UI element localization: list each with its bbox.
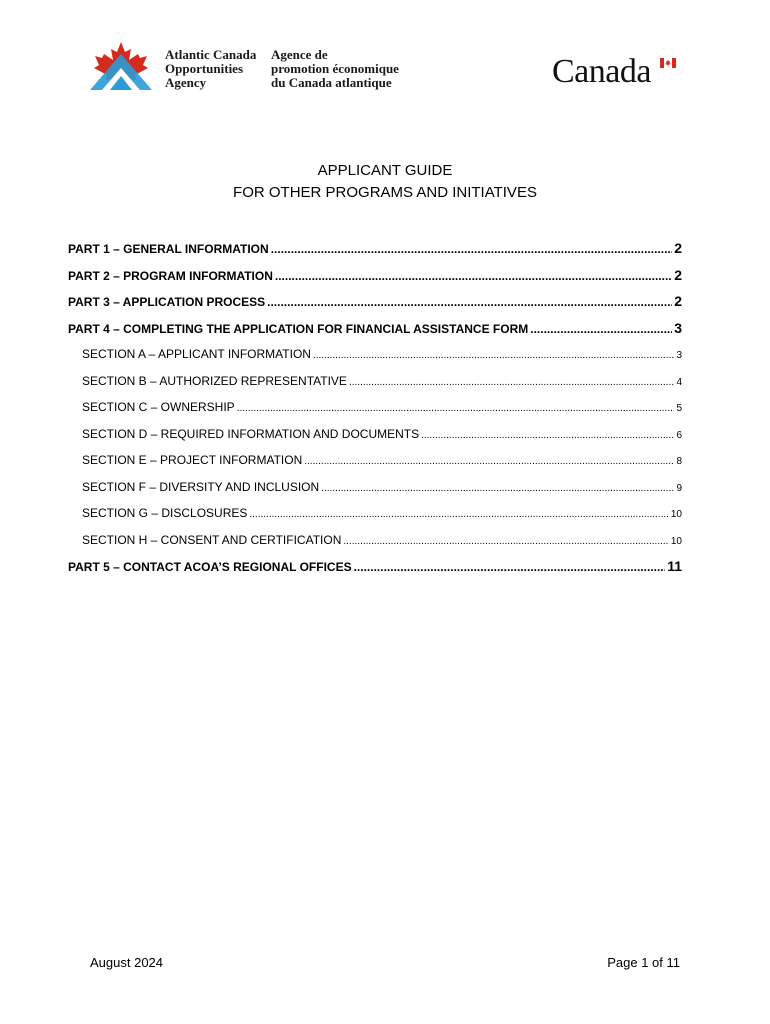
agency-fr-line: Agence de <box>271 47 328 62</box>
acoa-logo <box>88 40 408 96</box>
toc-leader <box>313 346 675 366</box>
toc-leader <box>354 557 666 577</box>
title-line-2: FOR OTHER PROGRAMS AND INITIATIVES <box>233 184 537 201</box>
toc-page-number: 2 <box>674 240 682 256</box>
toc-page-number: 10 <box>670 509 682 520</box>
toc-leader <box>249 505 669 525</box>
agency-en-line: Opportunities <box>165 61 244 76</box>
toc-page-number: 3 <box>674 319 682 336</box>
toc-leader <box>267 292 672 312</box>
wordmark-text: Canada <box>552 53 651 90</box>
toc-label: SECTION B – AUTHORIZED REPRESENTATIVE <box>82 373 347 388</box>
agency-en-line: Atlantic Canada <box>165 47 257 62</box>
canada-wordmark <box>552 53 678 92</box>
toc-entry-section-h[interactable] <box>68 530 682 557</box>
toc-label: PART 1 – GENERAL INFORMATION <box>68 242 269 256</box>
toc-label: SECTION A – APPLICANT INFORMATION <box>82 347 311 361</box>
toc-label: SECTION H – CONSENT AND CERTIFICATION <box>82 532 342 547</box>
agency-name-en <box>165 48 256 90</box>
footer-date: August 2024 <box>90 955 164 970</box>
toc-entry-part-1[interactable] <box>68 238 682 265</box>
toc-page-number: 9 <box>676 482 682 494</box>
toc-entry-part-2[interactable] <box>68 265 682 292</box>
document-title <box>0 160 770 204</box>
toc-page-number: 10 <box>670 535 682 547</box>
toc-leader <box>349 373 675 393</box>
title-line-1: APPLICANT GUIDE <box>317 162 453 179</box>
toc-entry-section-b[interactable] <box>68 371 682 398</box>
toc-leader <box>237 399 675 419</box>
toc-entry-section-d[interactable] <box>68 424 682 451</box>
agency-en-line: Agency <box>165 75 207 90</box>
toc-leader <box>304 452 674 472</box>
toc-page-number: 2 <box>674 293 682 309</box>
agency-fr-line: du Canada atlantique <box>271 75 392 90</box>
toc-label: SECTION E – PROJECT INFORMATION <box>82 453 303 467</box>
agency-fr-line: promotion économique <box>271 61 399 76</box>
toc-entry-section-g[interactable] <box>68 503 682 530</box>
toc-label: SECTION F – DIVERSITY AND INCLUSION <box>82 479 320 494</box>
toc-entry-part-3[interactable] <box>68 291 682 318</box>
maple-leaf-icon <box>88 40 154 92</box>
toc-label: PART 2 – PROGRAM INFORMATION <box>68 268 273 283</box>
toc-page-number: 4 <box>676 376 682 388</box>
toc-label: PART 3 – APPLICATION PROCESS <box>68 295 266 309</box>
toc-page-number: 11 <box>667 558 682 574</box>
toc-entry-section-a[interactable] <box>68 344 682 371</box>
toc-label: SECTION C – OWNERSHIP <box>82 400 235 414</box>
toc-leader <box>530 319 672 339</box>
toc-entry-part-5[interactable] <box>68 556 682 583</box>
toc-page-number: 5 <box>676 403 682 414</box>
toc-page-number: 3 <box>676 350 682 361</box>
toc-entry-section-f[interactable] <box>68 477 682 504</box>
toc-leader <box>421 426 674 446</box>
toc-leader <box>275 266 672 286</box>
toc-leader <box>343 532 669 552</box>
toc-leader <box>321 479 674 499</box>
toc-label: SECTION D – REQUIRED INFORMATION AND DOCUMENTS <box>82 426 420 441</box>
toc-label: PART 4 – COMPLETING THE APPLICATION FOR FINANCIAL ASSISTANCE FORM <box>68 321 529 336</box>
toc-entry-part-4[interactable] <box>68 318 682 345</box>
footer-page-number: Page 1 of 11 <box>607 955 680 970</box>
toc-leader <box>271 239 673 259</box>
toc-label: SECTION G – DISCLOSURES <box>82 506 248 520</box>
toc-page-number: 8 <box>676 456 682 467</box>
toc-entry-section-e[interactable] <box>68 450 682 477</box>
toc-label: PART 5 – CONTACT ACOA’S REGIONAL OFFICES <box>68 560 352 574</box>
toc-entry-section-c[interactable] <box>68 397 682 424</box>
table-of-contents <box>68 238 682 583</box>
canada-flag-icon <box>660 58 676 68</box>
toc-page-number: 2 <box>674 266 682 283</box>
agency-name-fr <box>271 48 399 90</box>
toc-page-number: 6 <box>676 429 682 441</box>
